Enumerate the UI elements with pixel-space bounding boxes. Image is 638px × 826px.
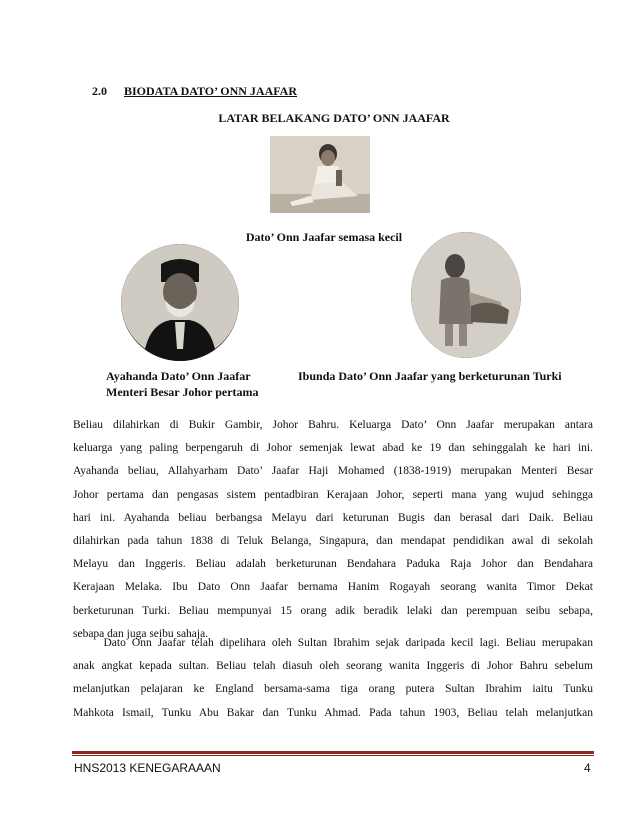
page-number: 4 <box>584 761 591 775</box>
text-line: Dato Onn Jaafar telah dipelihara oleh Sultan Ibrahim sejak daripada kecil lagi. Beliau merupakan <box>73 637 593 649</box>
photo-child <box>270 136 370 213</box>
text-line: hari ini. Ayahanda beliau berbangsa Melayu dari keturunan Bugis dan berasal dari Daik. Beliau <box>73 511 593 524</box>
text-line: anak angkat kepada sultan. Beliau telah diasuh oleh seorang wanita Inggeris di Johor Bahru sebelum <box>73 660 593 673</box>
caption-mother: Ibunda Dato’ Onn Jaafar yang berketurunan Turki <box>298 369 562 383</box>
photo-mother <box>411 232 521 358</box>
footer-rule <box>72 751 594 754</box>
text-line: melanjutkan pelajaran ke England bersama-sama tiga orang putera Sultan Ibrahim iaitu Tunku <box>73 683 593 696</box>
caption-child: Dato’ Onn Jaafar semasa kecil <box>245 230 403 244</box>
page-subtitle: LATAR BELAKANG DATO’ ONN JAAFAR <box>218 111 450 125</box>
section-number: 2.0 <box>92 84 107 98</box>
text-line: Melayu dan Inggeris. Beliau adalah berketurunan Bendahara Paduka Raja Johor dan Bendahara <box>73 558 593 571</box>
text-line: Kerajaan Melaka. Ibu Dato Onn Jaafar bernama Hanim Rogayah seorang wanita Timor Dekat <box>73 581 593 594</box>
section-title: BIODATA DATO’ ONN JAAFAR <box>124 84 298 98</box>
child-photo-art <box>270 136 370 213</box>
text-line: dilahirkan pada tahun 1838 di Teluk Belanga, Singapura, dan mendapat pendidikan awal di sekolah <box>73 535 593 548</box>
footer-rule-thin <box>72 755 594 756</box>
paragraph-biography <box>73 414 593 646</box>
photo-father <box>121 244 239 361</box>
section-heading <box>92 84 297 99</box>
text-line: berketurunan Turki. Beliau mempunyai 15 orang adik beradik lelaki dan perempuan seibu sebapa, <box>73 604 593 617</box>
text-line: Ayahanda beliau, Allahyarham Dato’ Jaafar Haji Mohamed (1838-1919) merupakan Menteri Besar <box>73 465 593 478</box>
caption-father-line2: Menteri Besar Johor pertama <box>106 385 259 399</box>
text-line: Mahkota Ismail, Tunku Abu Bakar dan Tunku Ahmad. Pada tahun 1903, Beliau telah melanjutkan <box>73 706 593 719</box>
caption-father-line1: Ayahanda Dato’ Onn Jaafar <box>106 369 251 383</box>
father-photo-art <box>121 244 239 361</box>
mother-photo-art <box>411 232 521 358</box>
text-line: Beliau dilahirkan di Bukir Gambir, Johor Bahru. Keluarga Dato’ Onn Jaafar merupakan antara <box>73 419 593 431</box>
text-line: Johor pertama dan pengasas sistem pentadbiran Kerajaan Johor, seperti mana yang wujud sehingga <box>73 488 593 501</box>
paragraph-upbringing <box>73 632 593 725</box>
text-line: keluarga yang paling berpengaruh di Johor semenjak lewat abad ke 19 dan sehinggalah ke hari ini. <box>73 442 593 455</box>
footer-course-code: HNS2013 KENEGARAAAN <box>74 761 221 775</box>
text-line: sebapa dan juga seibu sahaja. <box>73 627 209 640</box>
